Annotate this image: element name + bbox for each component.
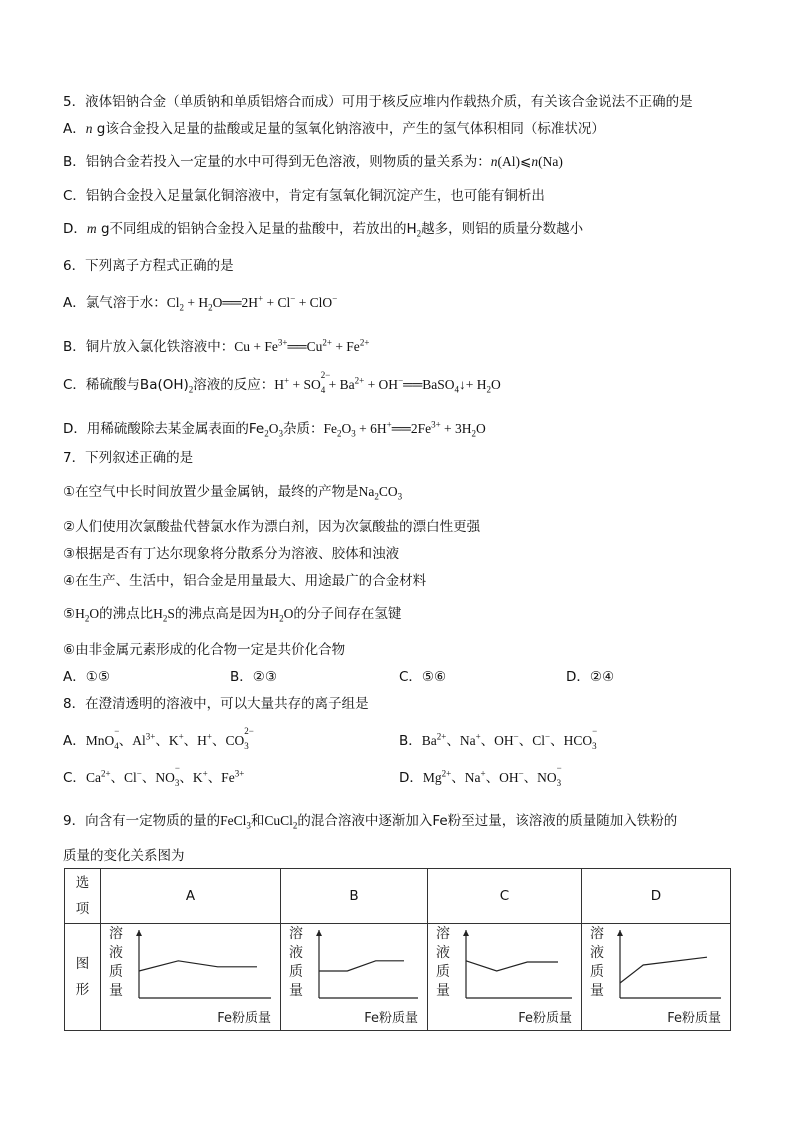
q6-stem: 6．下列离子方程式正确的是 <box>63 258 234 274</box>
y-axis-arrow <box>617 930 623 936</box>
y-axis-label-char: 溶 <box>589 926 604 942</box>
row-label-cell: 图 形 <box>65 924 101 1031</box>
y-axis-label-char: 溶 <box>108 926 123 942</box>
q5-option-c: C．铝钠合金投入足量氯化铜溶液中，肯定有氢氧化铜沉淀产生，也可能有铜析出 <box>63 188 545 204</box>
q9-stem-line-2: 质量的变化关系图为 <box>63 848 185 864</box>
q5-option-d: D．m g不同组成的铝钠合金投入足量的盐酸中，若放出的$H_2$越多，则铝的质量分数越小 <box>63 221 584 239</box>
series-line <box>139 961 257 971</box>
q8-option-b: B．$Ba^{2+}$、Na+、OH−、Cl−、HCO $_{- 3}$ <box>399 725 598 751</box>
y-axis-label-char: 溶 <box>435 926 450 942</box>
graph-cell-a <box>101 924 281 1031</box>
q7-statement-5: $⑤H_2O$的沸点比$H_2S$的沸点高是因为$H_2O$的分子间存在氢键 <box>63 606 402 624</box>
series-line <box>319 961 404 971</box>
q7-option-b: B．②③ <box>230 669 277 685</box>
y-axis-label-char: 液 <box>288 945 303 961</box>
x-axis-label: Fe粉质量 <box>666 1011 721 1026</box>
q7-stem: 7．下列叙述正确的是 <box>63 450 194 466</box>
header-option-c: C <box>428 869 582 924</box>
q5-stem: 5．液体铝钠合金（单质钠和单质铝熔合而成）可用于核反应堆内作载热介质，有关该合金说法不正确的是 <box>63 94 693 110</box>
header-option-d: D <box>582 869 731 924</box>
q8-stem: 8．在澄清透明的溶液中，可以大量共存的离子组是 <box>63 696 369 712</box>
y-axis-label-char: 液 <box>108 945 123 961</box>
y-axis-label-char: 液 <box>435 945 450 961</box>
y-axis-arrow <box>463 930 469 936</box>
y-axis-label-char: 量 <box>435 983 450 999</box>
y-axis-label-char: 液 <box>589 945 604 961</box>
graph-cell-d <box>582 924 731 1031</box>
y-axis-arrow <box>316 930 322 936</box>
q7-statement-6: ⑥由非金属元素形成的化合物一定是共价化合物 <box>63 642 346 658</box>
table-header-row <box>65 869 731 924</box>
q9-stem-line-1: 9．向含有一定物质的量的FeCl$_3$和CuCl$_2$的混合溶液中逐渐加入Fe粉至过量，该溶液的质量随加入铁粉的 <box>63 813 678 831</box>
q8-option-c: C．$Ca^{2+}$、Cl−、NO $_{- 3}$、K+、$Fe^{3+}$ <box>63 762 245 788</box>
header-option-a: A <box>101 869 281 924</box>
q6-option-a: A．氯气溶于水：$Cl_2$ + $H_2O══2H^+ + Cl^- + ClO^-$ <box>63 293 338 313</box>
q7-statement-3: ③根据是否有丁达尔现象将分散系分为溶液、胶体和浊液 <box>63 546 400 562</box>
y-axis-label-char: 质 <box>435 964 450 980</box>
q7-statement-4: ④在生产、生活中，铝合金是用量最大、用途最广的合金材料 <box>63 573 427 589</box>
q7-option-d: D．②④ <box>566 669 615 685</box>
header-option-b: B <box>281 869 428 924</box>
y-axis-label-char: 量 <box>108 983 123 999</box>
graph-cell-c <box>428 924 582 1031</box>
x-axis-label: Fe粉质量 <box>216 1011 271 1026</box>
x-axis-label: Fe粉质量 <box>517 1011 572 1026</box>
y-axis-label-char: 质 <box>108 964 123 980</box>
graph-b <box>283 924 426 1026</box>
q8-option-a: A．MnO $_{- 4}$、$Al^{3+}$、K+、H+、CO $_{2- 3}$ <box>63 725 254 751</box>
q6-option-d: D．用稀硫酸除去某金属表面的$Fe_2O_3$杂质：$Fe_2O_3$ + $6H^+══2Fe^{3+} + 3H_2O$ <box>63 419 486 439</box>
q5-option-b: B．铝钠合金若投入一定量的水中可得到无色溶液，则物质的量关系为：n(Al)⩽n(Na) <box>63 154 563 170</box>
series-line <box>466 961 558 971</box>
graph-cell-b <box>281 924 428 1031</box>
y-axis-label-char: 质 <box>288 964 303 980</box>
q9-options-table <box>64 868 731 1031</box>
q7-option-a: A．①⑤ <box>63 669 110 685</box>
graph-c <box>430 924 580 1026</box>
y-axis-arrow <box>136 930 142 936</box>
series-line <box>620 957 707 983</box>
graph-d <box>584 924 729 1026</box>
q6-option-c: C．稀硫酸与$Ba(OH)_2$溶液的反应：H+ + SO $_{2- 4} + Ba^{2+}$ + OH−══BaSO$_4$↓+ $H_2O$ <box>63 369 501 395</box>
q5-option-a: A．n g该合金投入足量的盐酸或足量的氢氧化钠溶液中，产生的氢气体积相同（标准状况） <box>63 121 605 137</box>
q6-option-b: B．铜片放入氯化铁溶液中：$Cu + Fe^{3+}══Cu^{2+} + Fe^{2+}$ <box>63 337 370 355</box>
q7-statement-1: ①在空气中长时间放置少量金属钠，最终的产物是$Na_2CO_3$ <box>63 484 403 502</box>
y-axis-label-char: 量 <box>288 983 303 999</box>
graph-a <box>103 924 279 1026</box>
q7-statement-2: ②人们使用次氯酸盐代替氯水作为漂白剂，因为次氯酸盐的漂白性更强 <box>63 519 481 535</box>
q7-option-c: C．⑤⑥ <box>399 669 447 685</box>
header-label-cell: 选 项 <box>65 869 101 924</box>
x-axis-label: Fe粉质量 <box>363 1011 418 1026</box>
y-axis-label-char: 质 <box>589 964 604 980</box>
q8-option-d: D．$Mg^{2+}$、Na+、OH−、NO $_{- 3}$ <box>399 762 562 788</box>
table-graph-row <box>65 924 731 1031</box>
y-axis-label-char: 量 <box>589 983 604 999</box>
y-axis-label-char: 溶 <box>288 926 303 942</box>
